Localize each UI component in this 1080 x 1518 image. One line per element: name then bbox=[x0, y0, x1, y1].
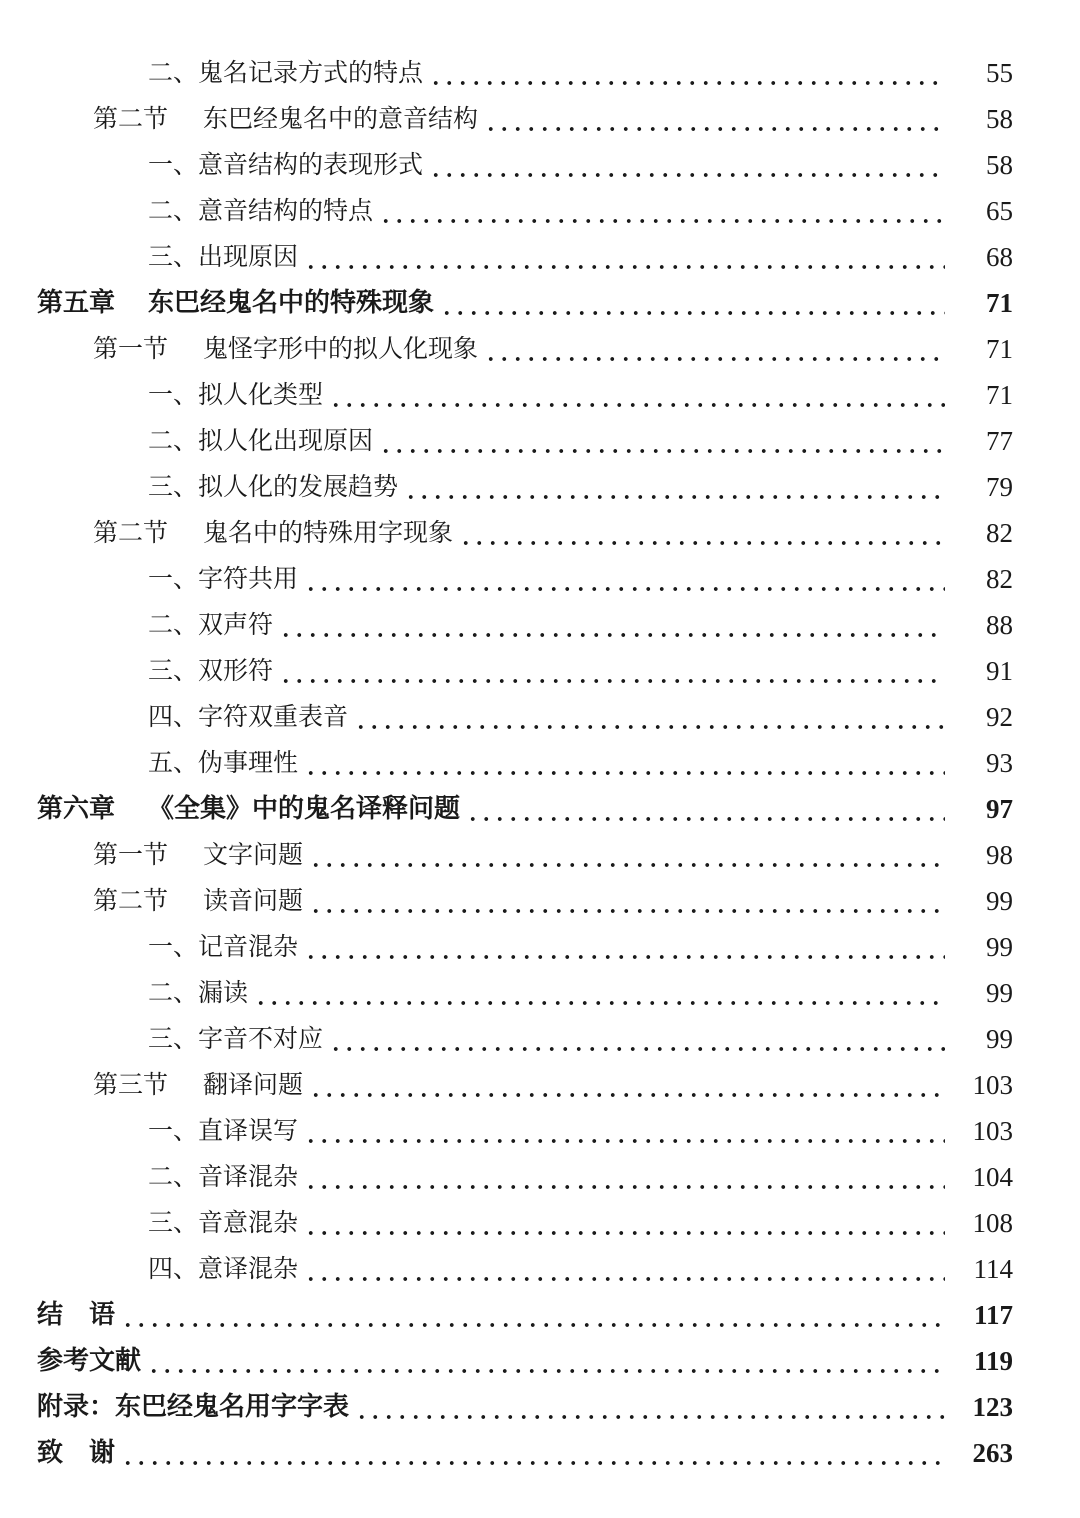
toc-entry-prefix: 二、 bbox=[148, 58, 199, 87]
toc-entry-page-number: 98 bbox=[986, 840, 1013, 870]
toc-entry[interactable] bbox=[0, 96, 1080, 142]
toc-entry[interactable] bbox=[0, 970, 1080, 1016]
toc-entry[interactable] bbox=[0, 234, 1080, 280]
toc-entry-prefix: 一、 bbox=[148, 380, 199, 409]
toc-entry-label bbox=[148, 556, 298, 602]
dot-leader bbox=[304, 748, 945, 778]
toc-entry[interactable] bbox=[0, 188, 1080, 234]
toc-entry-page-number: 117 bbox=[973, 1300, 1013, 1330]
toc-entry-prefix: 第二节 bbox=[93, 886, 169, 915]
toc-entry-title: 字符双重表音 bbox=[198, 702, 349, 731]
toc-entry[interactable] bbox=[0, 740, 1080, 786]
toc-entry-prefix: 三、 bbox=[148, 472, 199, 501]
toc-entry[interactable] bbox=[0, 1292, 1080, 1338]
toc-entry-page-number: 58 bbox=[986, 104, 1013, 134]
toc-entry[interactable] bbox=[0, 50, 1080, 96]
toc-entry-label bbox=[148, 1108, 298, 1154]
toc-entry-label bbox=[93, 1062, 303, 1108]
toc-entry-title: 双形符 bbox=[198, 656, 274, 685]
toc-entry-label bbox=[37, 1338, 141, 1384]
toc-entry-page-number: 58 bbox=[986, 150, 1013, 180]
dot-leader bbox=[304, 1162, 945, 1192]
toc-entry-label bbox=[148, 464, 398, 510]
toc-entry-title: 文字问题 bbox=[203, 840, 304, 869]
toc-entry-label bbox=[148, 924, 298, 970]
toc-entry-prefix: 三、 bbox=[148, 1024, 199, 1053]
dot-leader bbox=[484, 104, 945, 134]
toc-entry-page-number: 114 bbox=[973, 1254, 1013, 1284]
toc-entry-label bbox=[148, 740, 298, 786]
dot-leader bbox=[355, 1392, 945, 1422]
toc-entry-page-number: 71 bbox=[986, 288, 1013, 318]
toc-entry-label bbox=[37, 786, 460, 832]
toc-entry-label bbox=[93, 878, 303, 924]
toc-entry[interactable] bbox=[0, 510, 1080, 556]
dot-leader bbox=[440, 288, 945, 318]
dot-leader bbox=[121, 1438, 945, 1468]
toc-entry-page-number: 99 bbox=[986, 932, 1013, 962]
toc-entry-prefix: 五、 bbox=[148, 748, 199, 777]
toc-entry-page-number: 71 bbox=[986, 380, 1013, 410]
toc-entry-label bbox=[37, 1292, 115, 1338]
toc-entry-label bbox=[148, 648, 273, 694]
dot-leader bbox=[304, 564, 945, 594]
dot-leader bbox=[429, 150, 945, 180]
dot-leader bbox=[466, 794, 945, 824]
toc-entry-title: 拟人化类型 bbox=[198, 380, 324, 409]
toc-entry-page-number: 263 bbox=[972, 1438, 1013, 1468]
toc-entry-page-number: 68 bbox=[986, 242, 1013, 272]
toc-entry[interactable] bbox=[0, 326, 1080, 372]
toc-entry-label bbox=[148, 372, 323, 418]
toc-entry-prefix: 四、 bbox=[148, 702, 199, 731]
toc-entry-prefix: 一、 bbox=[148, 1116, 199, 1145]
toc-entry[interactable] bbox=[0, 602, 1080, 648]
toc-entry-title: 意译混杂 bbox=[198, 1254, 299, 1283]
toc-entry[interactable] bbox=[0, 1338, 1080, 1384]
toc-entry[interactable] bbox=[0, 556, 1080, 602]
toc-entry-prefix: 二、 bbox=[148, 978, 199, 1007]
table-of-contents bbox=[0, 50, 1080, 1476]
dot-leader bbox=[121, 1300, 945, 1330]
toc-entry-title: 东巴经鬼名中的特殊现象 bbox=[148, 288, 435, 318]
dot-leader bbox=[329, 1024, 945, 1054]
dot-leader bbox=[304, 932, 945, 962]
toc-entry-prefix: 第一节 bbox=[93, 840, 169, 869]
toc-entry-label bbox=[148, 142, 423, 188]
toc-entry-prefix: 一、 bbox=[148, 932, 199, 961]
toc-entry-title: 拟人化的发展趋势 bbox=[198, 472, 399, 501]
toc-entry-page-number: 103 bbox=[972, 1116, 1013, 1146]
toc-entry-prefix: 第六章 bbox=[37, 794, 116, 824]
toc-entry-label bbox=[93, 832, 303, 878]
toc-entry-prefix: 三、 bbox=[148, 1208, 199, 1237]
dot-leader bbox=[254, 978, 945, 1008]
toc-entry-page-number: 119 bbox=[973, 1346, 1013, 1376]
toc-entry-page-number: 79 bbox=[986, 472, 1013, 502]
toc-entry[interactable] bbox=[0, 1384, 1080, 1430]
toc-entry-title: 伪事理性 bbox=[198, 748, 299, 777]
toc-entry[interactable] bbox=[0, 1016, 1080, 1062]
toc-entry-label bbox=[148, 188, 373, 234]
toc-entry-page-number: 123 bbox=[972, 1392, 1013, 1422]
toc-entry-prefix: 一、 bbox=[148, 564, 199, 593]
toc-entry-label bbox=[148, 234, 298, 280]
toc-entry-title: 鬼名记录方式的特点 bbox=[198, 58, 424, 87]
toc-entry[interactable] bbox=[0, 694, 1080, 740]
toc-entry-title: 音译混杂 bbox=[198, 1162, 299, 1191]
toc-entry-page-number: 93 bbox=[986, 748, 1013, 778]
toc-entry-label bbox=[148, 694, 348, 740]
toc-entry-label bbox=[148, 1016, 323, 1062]
toc-entry[interactable] bbox=[0, 1430, 1080, 1476]
toc-entry-title: 记音混杂 bbox=[198, 932, 299, 961]
toc-entry-prefix: 二、 bbox=[148, 196, 199, 225]
toc-entry-title: 直译误写 bbox=[198, 1116, 299, 1145]
toc-entry-title: 音意混杂 bbox=[198, 1208, 299, 1237]
dot-leader bbox=[484, 334, 945, 364]
toc-entry-page-number: 103 bbox=[972, 1070, 1013, 1100]
toc-entry-page-number: 71 bbox=[986, 334, 1013, 364]
toc-entry-page-number: 82 bbox=[986, 564, 1013, 594]
dot-leader bbox=[304, 1254, 945, 1284]
toc-entry[interactable] bbox=[0, 1246, 1080, 1292]
toc-entry-label bbox=[148, 1200, 298, 1246]
toc-entry[interactable] bbox=[0, 832, 1080, 878]
toc-entry-prefix: 第五章 bbox=[37, 288, 116, 318]
dot-leader bbox=[309, 840, 945, 870]
toc-entry[interactable] bbox=[0, 372, 1080, 418]
toc-entry-prefix: 第二节 bbox=[93, 104, 169, 133]
dot-leader bbox=[304, 242, 945, 272]
toc-entry-page-number: 91 bbox=[986, 656, 1013, 686]
toc-entry[interactable] bbox=[0, 786, 1080, 832]
toc-entry-prefix: 二、 bbox=[148, 610, 199, 639]
toc-entry-label bbox=[148, 970, 248, 1016]
toc-entry-label bbox=[37, 1384, 349, 1430]
toc-entry[interactable] bbox=[0, 878, 1080, 924]
dot-leader bbox=[279, 656, 945, 686]
toc-entry-label bbox=[93, 510, 453, 556]
toc-entry-prefix: 四、 bbox=[148, 1254, 199, 1283]
toc-entry-page-number: 108 bbox=[972, 1208, 1013, 1238]
toc-entry-label bbox=[148, 1154, 298, 1200]
toc-entry-title: 东巴经鬼名中的意音结构 bbox=[203, 104, 479, 133]
dot-leader bbox=[279, 610, 945, 640]
toc-entry-page-number: 55 bbox=[986, 58, 1013, 88]
toc-entry-label bbox=[37, 280, 434, 326]
toc-entry-page-number: 99 bbox=[986, 886, 1013, 916]
toc-entry-page-number: 99 bbox=[986, 978, 1013, 1008]
toc-entry[interactable] bbox=[0, 280, 1080, 326]
toc-entry-title: 读音问题 bbox=[203, 886, 304, 915]
toc-entry-title: 鬼怪字形中的拟人化现象 bbox=[203, 334, 479, 363]
dot-leader bbox=[329, 380, 945, 410]
dot-leader bbox=[379, 426, 945, 456]
dot-leader bbox=[379, 196, 945, 226]
toc-entry-title: 参考文献 bbox=[37, 1346, 142, 1376]
toc-entry[interactable] bbox=[0, 464, 1080, 510]
toc-entry-prefix: 二、 bbox=[148, 1162, 199, 1191]
toc-entry[interactable] bbox=[0, 648, 1080, 694]
toc-entry-label bbox=[93, 326, 478, 372]
toc-entry-title: 鬼名中的特殊用字现象 bbox=[203, 518, 454, 547]
toc-entry[interactable] bbox=[0, 418, 1080, 464]
toc-entry[interactable] bbox=[0, 1200, 1080, 1246]
toc-entry-page-number: 82 bbox=[986, 518, 1013, 548]
toc-entry[interactable] bbox=[0, 924, 1080, 970]
toc-entry-prefix: 第三节 bbox=[93, 1070, 169, 1099]
toc-entry-label bbox=[148, 50, 423, 96]
toc-entry-label bbox=[148, 602, 273, 648]
toc-entry-title: 字音不对应 bbox=[198, 1024, 324, 1053]
toc-entry-title: 字符共用 bbox=[198, 564, 299, 593]
toc-entry-title: 双声符 bbox=[198, 610, 274, 639]
toc-entry-prefix: 第二节 bbox=[93, 518, 169, 547]
toc-entry-page-number: 65 bbox=[986, 196, 1013, 226]
toc-entry-title: 漏读 bbox=[198, 978, 249, 1007]
dot-leader bbox=[404, 472, 945, 502]
dot-leader bbox=[147, 1346, 945, 1376]
dot-leader bbox=[304, 1116, 945, 1146]
toc-entry-page-number: 88 bbox=[986, 610, 1013, 640]
toc-entry-title: 出现原因 bbox=[198, 242, 299, 271]
toc-entry-prefix: 第一节 bbox=[93, 334, 169, 363]
toc-entry-title: 附录：东巴经鬼名用字字表 bbox=[37, 1392, 350, 1422]
toc-entry-title: 意音结构的表现形式 bbox=[198, 150, 424, 179]
toc-entry[interactable] bbox=[0, 142, 1080, 188]
toc-entry-prefix: 一、 bbox=[148, 150, 199, 179]
toc-entry-prefix: 二、 bbox=[148, 426, 199, 455]
toc-entry-page-number: 97 bbox=[986, 794, 1013, 824]
toc-entry-title: 翻译问题 bbox=[203, 1070, 304, 1099]
toc-entry-label bbox=[148, 1246, 298, 1292]
toc-entry-prefix: 三、 bbox=[148, 242, 199, 271]
toc-entry-page-number: 92 bbox=[986, 702, 1013, 732]
dot-leader bbox=[459, 518, 945, 548]
toc-entry[interactable] bbox=[0, 1062, 1080, 1108]
toc-entry-title: 《全集》中的鬼名译释问题 bbox=[148, 794, 461, 824]
toc-entry-prefix: 三、 bbox=[148, 656, 199, 685]
toc-entry-label bbox=[37, 1430, 115, 1476]
dot-leader bbox=[429, 58, 945, 88]
toc-entry-title: 致 谢 bbox=[37, 1438, 116, 1468]
dot-leader bbox=[309, 1070, 945, 1100]
dot-leader bbox=[354, 702, 945, 732]
toc-entry-title: 意音结构的特点 bbox=[198, 196, 374, 225]
dot-leader bbox=[304, 1208, 945, 1238]
toc-entry[interactable] bbox=[0, 1154, 1080, 1200]
dot-leader bbox=[309, 886, 945, 916]
toc-entry-title: 结 语 bbox=[37, 1300, 116, 1330]
toc-entry-label bbox=[148, 418, 373, 464]
toc-entry-page-number: 104 bbox=[972, 1162, 1013, 1192]
toc-entry[interactable] bbox=[0, 1108, 1080, 1154]
toc-entry-title: 拟人化出现原因 bbox=[198, 426, 374, 455]
toc-entry-label bbox=[93, 96, 478, 142]
toc-entry-page-number: 99 bbox=[986, 1024, 1013, 1054]
toc-entry-page-number: 77 bbox=[986, 426, 1013, 456]
